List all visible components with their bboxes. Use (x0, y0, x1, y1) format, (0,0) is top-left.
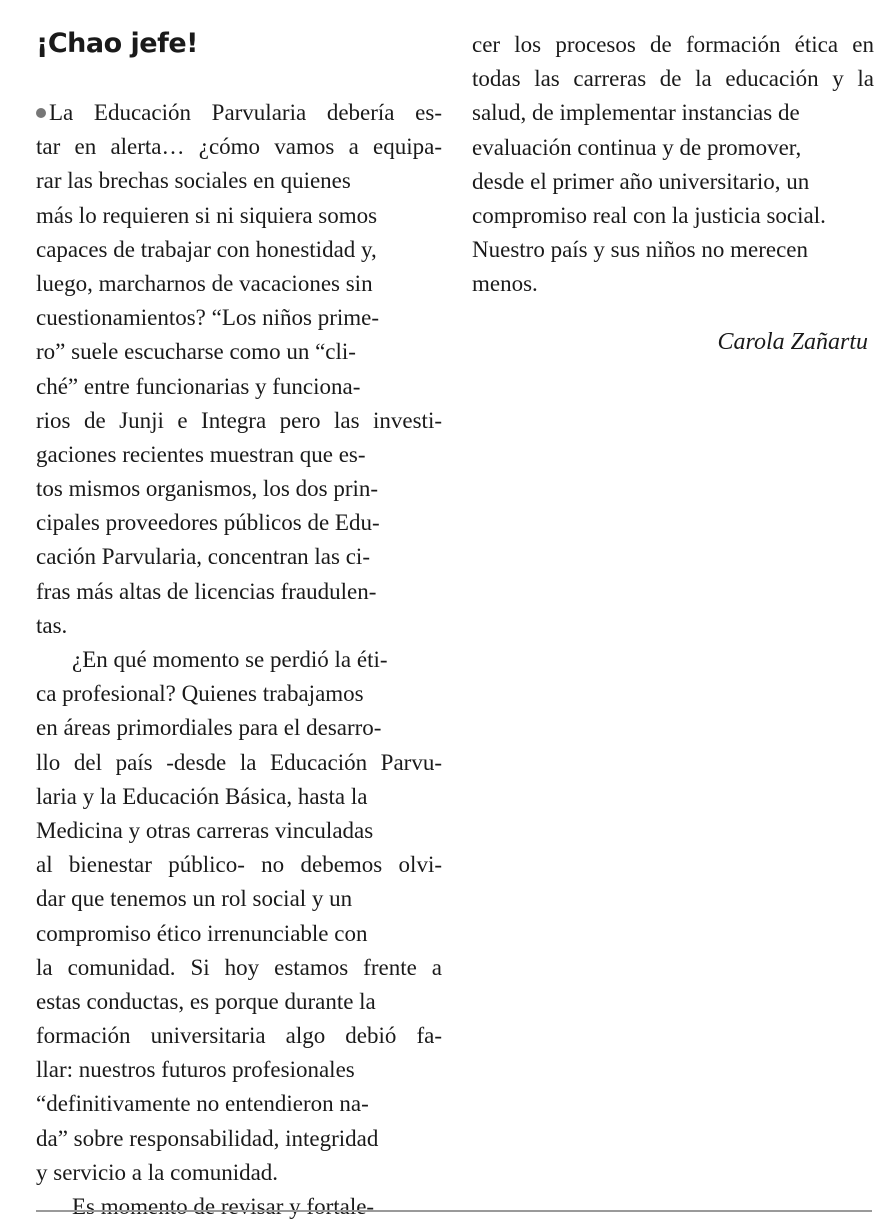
body-line: ché” entre funcionarias y funciona- (36, 373, 361, 399)
body-line: todas las carreras de la educación y la (472, 66, 874, 92)
body-line: capaces de trabajar con honestidad y, (36, 236, 377, 262)
body-line: llar: nuestros futuros profesionales (36, 1057, 355, 1083)
body-line: cipales proveedores públicos de Edu- (36, 510, 380, 536)
body-line: tas. (36, 612, 68, 638)
body-line: Medicina y otras carreras vinculadas (36, 817, 374, 843)
body-line: gaciones recientes muestran que es- (36, 441, 366, 467)
body-line: dar que tenemos un rol social y un (36, 886, 353, 912)
body-line: y servicio a la comunidad. (36, 1159, 279, 1185)
body-line: desde el primer año universitario, un (472, 168, 810, 194)
body-line: cuestionamientos? “Los niños prime- (36, 305, 380, 331)
body-line: al bienestar público- no debemos olvi- (36, 852, 442, 878)
bullet-icon (36, 108, 46, 118)
bottom-divider (36, 1210, 872, 1212)
body-line: laria y la Educación Básica, hasta la (36, 783, 368, 809)
body-line: “definitivamente no entendieron na- (36, 1091, 369, 1117)
body-line: Es momento de revisar y fortale- (72, 1194, 375, 1219)
body-line: fras más altas de licencias fraudulen- (36, 578, 377, 604)
body-line: la comunidad. Si hoy estamos frente a (36, 954, 442, 980)
body-line: compromiso real con la justicia social. (472, 202, 826, 228)
body-line: tos mismos organismos, los dos prin- (36, 476, 379, 502)
body-line: da” sobre responsabilidad, integridad (36, 1125, 379, 1151)
body-line: rios de Junji e Integra pero las investi- (36, 407, 442, 433)
body-line: menos. (472, 271, 538, 297)
body-line: ca profesional? Quienes trabajamos (36, 681, 364, 707)
body-line: evaluación continua y de promover, (472, 134, 802, 160)
left-column (36, 96, 442, 1224)
author-signature: Carola Zañartu (717, 329, 868, 355)
right-column (472, 28, 874, 302)
body-line: cer los procesos de formación ética en (472, 32, 874, 57)
body-line: rar las brechas sociales en quienes (36, 168, 351, 194)
body-line: compromiso ético irrenunciable con (36, 920, 368, 946)
body-line: cación Parvularia, concentran las ci- (36, 544, 370, 570)
body-line-text: La Educación Parvularia debería es- (49, 100, 442, 125)
body-line: más lo requieren si ni siquiera somos (36, 202, 378, 228)
body-line: ¿En qué momento se perdió la éti- (72, 647, 388, 672)
body-line: salud, de implementar instancias de (472, 100, 800, 126)
body-line (36, 96, 442, 130)
body-line: tar en alerta… ¿cómo vamos a equipa- (36, 134, 442, 160)
body-line: ro” suele escucharse como un “cli- (36, 339, 356, 365)
body-line: formación universitaria algo debió fa- (36, 1023, 442, 1049)
body-line: estas conductas, es porque durante la (36, 988, 376, 1014)
body-line: en áreas primordiales para el desarro- (36, 715, 382, 741)
body-line: luego, marcharnos de vacaciones sin (36, 270, 373, 296)
article-title: ¡Chao jefe! (36, 28, 198, 59)
body-line: llo del país -desde la Educación Parvu- (36, 749, 442, 775)
body-line: Nuestro país y sus niños no merecen (472, 237, 808, 263)
